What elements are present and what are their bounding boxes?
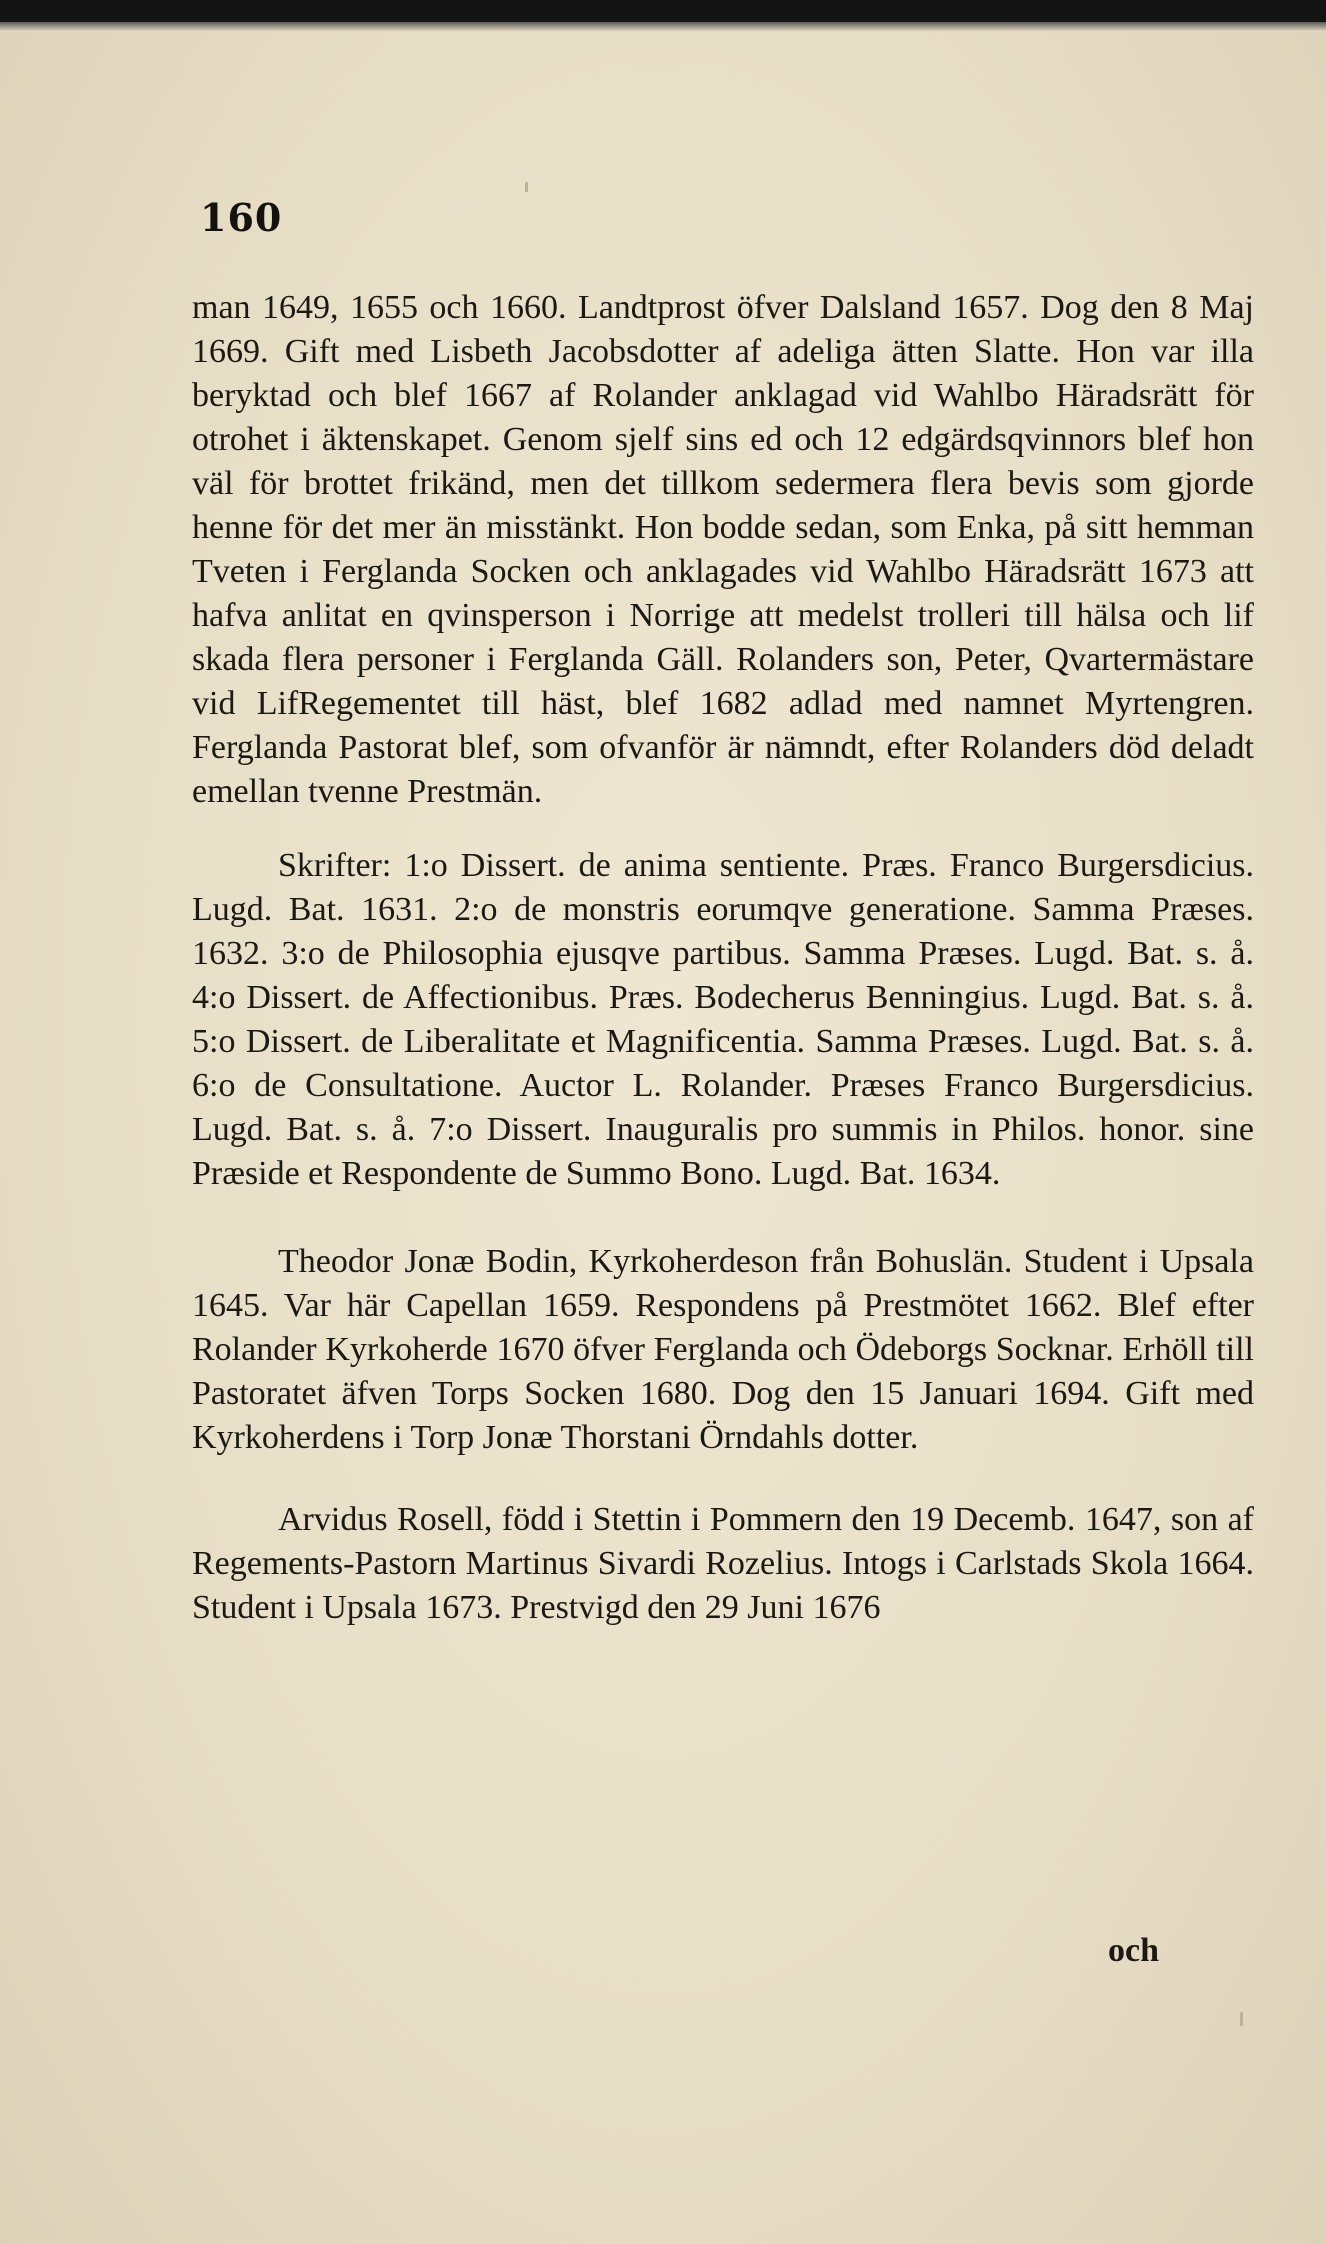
paragraph-rolander-continued: man 1649, 1655 och 1660. Landtprost öfver Dalsland 1657. Dog den 8 Maj 1669. Gift med Lisbeth Jacobsdotter af adeliga ätten Slatte. Hon var illa beryktad och blef 1667 af Rolander anklagad vid Wahlbo Häradsrätt för otrohet i äktenskapet. Genom sjelf sins ed och 12 edgärdsqvinnors blef hon väl för brottet frikänd, men det tillkom sedermera flera bevis som gjorde henne för det mer än misstänkt. Hon bodde sedan, som Enka, på sitt hemman Tveten i Ferglanda Socken och anklagades vid Wahlbo Häradsrätt 1673 att hafva anlitat en qvinsperson i Norrige att medelst trolleri till hälsa och lif skada flera personer i Ferglanda Gäll. Rolanders son, Peter, Qvartermästare vid LifRegementet till häst, blef 1682 adlad med namnet Myrtengren. Ferglanda Pastorat blef, som ofvanför är nämndt, efter Rolanders död deladt emellan tvenne Prestmän.: [192, 289, 1254, 810]
paragraph-arvidus-rosell: Arvidus Rosell, född i Stettin i Pommern den 19 Decemb. 1647, son af Regements-Pastorn Martinus Sivardi Rozelius. Intogs i Carlstads Skola 1664. Student i Upsala 1673. Prestvigd den 29 Juni 1676: [192, 1501, 1254, 1626]
page-number: 160: [200, 195, 283, 240]
paper-speck: [1240, 2012, 1243, 2026]
paper-speck: [525, 182, 528, 192]
scan-top-shadow: [0, 22, 1326, 32]
paragraph-writings: Skrifter: 1:o Dissert. de anima sentiente. Præs. Franco Burgersdicius. Lugd. Bat. 1631. 2:o de monstris eorumqve generatione. Samma Præses. 1632. 3:o de Philosophia ejusqve partibus. Samma Præses. Lugd. Bat. s. å. 4:o Dissert. de Affectionibus. Præs. Bodecherus Benningius. Lugd. Bat. s. å. 5:o Dissert. de Liberalitate et Magnificentia. Samma Præses. Lugd. Bat. s. å. 6:o de Consultatione. Auctor L. Rolander. Præses Franco Burgersdicius. Lugd. Bat. s. å. 7:o Dissert. Inauguralis pro summis in Philos. honor. sine Præside et Respondente de Summo Bono. Lugd. Bat. 1634.: [192, 847, 1254, 1192]
catchword: och: [1108, 1932, 1159, 1969]
paragraph-theodor-bodin: Theodor Jonæ Bodin, Kyrkoherdeson från Bohuslän. Student i Upsala 1645. Var här Capellan 1659. Respondens på Prestmötet 1662. Blef efter Rolander Kyrkoherde 1670 öfver Ferglanda och Ödeborgs Socknar. Erhöll till Pastoratet äfven Torps Socken 1680. Dog den 15 Januari 1694. Gift med Kyrkoherdens i Torp Jonæ Thorstani Örndahls dotter.: [192, 1243, 1254, 1456]
scan-top-border: [0, 0, 1326, 22]
page-body-text: [192, 286, 1254, 1630]
